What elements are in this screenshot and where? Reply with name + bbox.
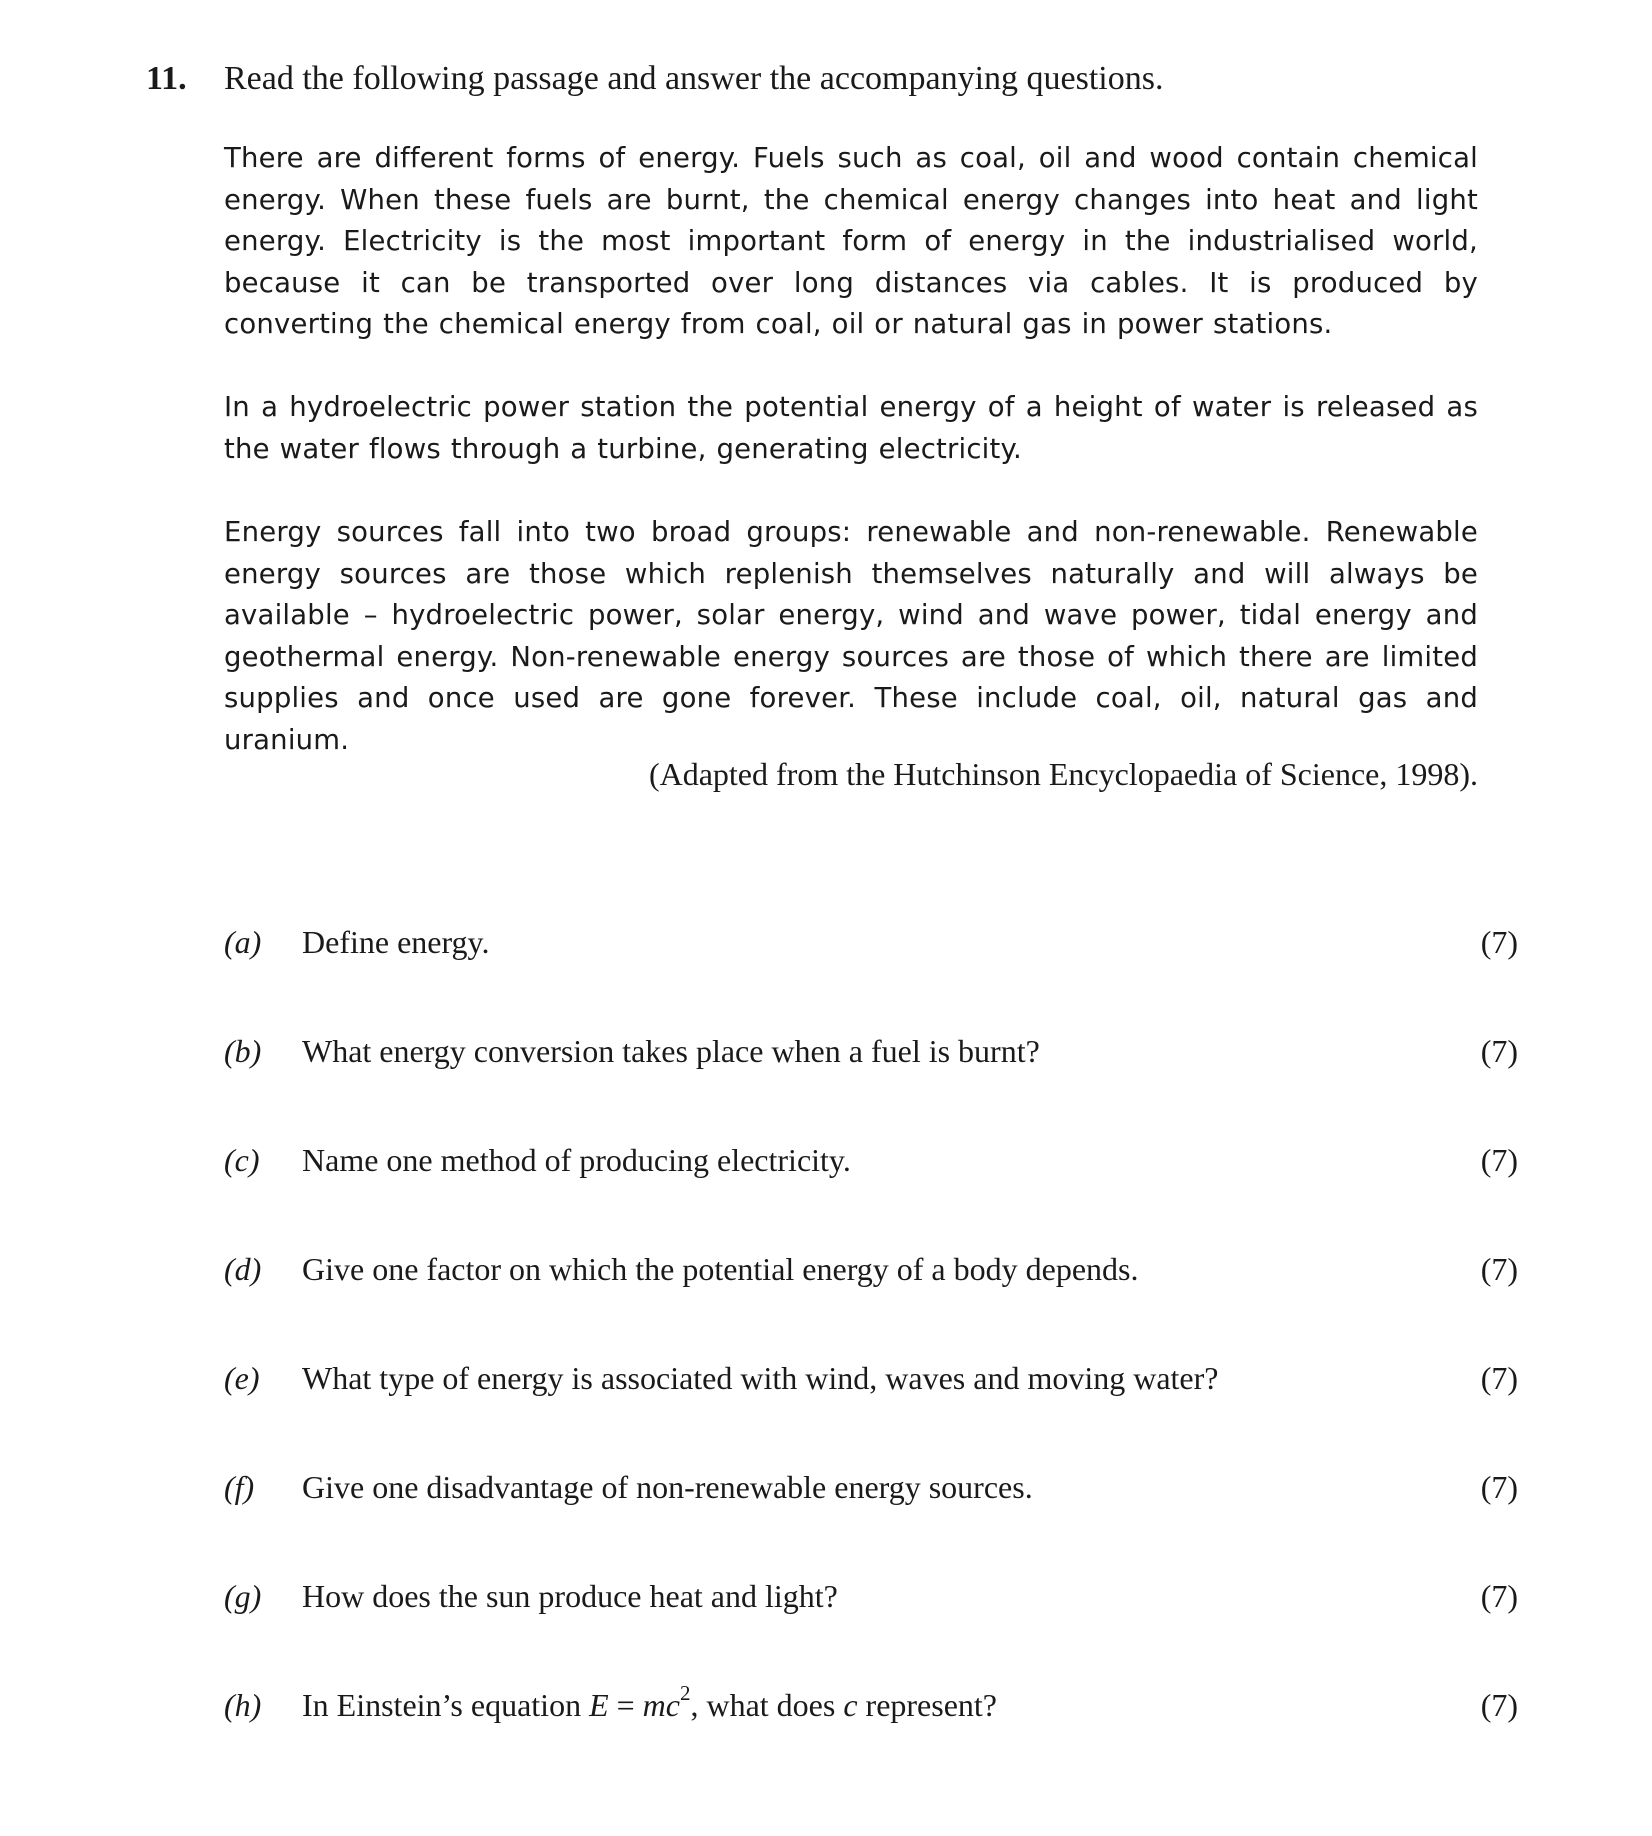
part-text: Define energy. (302, 924, 490, 960)
part-label: (g) (224, 1578, 262, 1614)
question-part-c (0, 1142, 1652, 1192)
part-text: What energy conversion takes place when a fuel is burnt? (302, 1033, 1040, 1069)
part-marks: (7) (1480, 1251, 1518, 1287)
question-part-h (0, 1681, 1652, 1737)
part-marks: (7) (1480, 1687, 1518, 1723)
equation-equals: = (608, 1687, 643, 1723)
equation-intro: In Einstein’s equation (302, 1687, 590, 1723)
part-text: Give one factor on which the potential energy of a body depends. (302, 1251, 1139, 1287)
equation-energy-symbol: E (589, 1687, 609, 1723)
part-marks: (7) (1480, 924, 1518, 960)
part-text: Name one method of producing electricity. (302, 1142, 851, 1178)
question-text-middle: , what does (690, 1687, 844, 1723)
question-part-d (0, 1251, 1652, 1301)
question-part-a (0, 924, 1652, 974)
passage-paragraph-1: There are different forms of energy. Fuels such as coal, oil and wood contain chemical energy. When these fuels are burnt, the chemical energy changes into heat and light energy. Electricity is the most important form of energy in the industrialised world, because it can be transported over long distances via cables. It is produced by converting the chemical energy from coal, oil or natural gas in power stations. (224, 142, 1478, 341)
question-part-b (0, 1033, 1652, 1083)
question-text-end: represent? (857, 1687, 997, 1723)
part-text: How does the sun produce heat and light? (302, 1578, 838, 1614)
question-part-e (0, 1360, 1652, 1410)
question-instruction: Read the following passage and answer the accompanying questions. (224, 60, 1164, 97)
part-marks: (7) (1480, 1033, 1518, 1069)
part-label: (h) (224, 1687, 262, 1723)
part-label: (e) (224, 1360, 260, 1396)
part-label: (f) (224, 1469, 255, 1505)
equation-light-speed-symbol: c (665, 1687, 680, 1723)
question-variable: c (843, 1687, 858, 1723)
part-text (302, 1681, 997, 1724)
part-marks: (7) (1480, 1469, 1518, 1505)
part-marks: (7) (1480, 1142, 1518, 1178)
question-number: 11. (146, 60, 187, 97)
passage-paragraph-3: Energy sources fall into two broad groups: renewable and non-renewable. Renewable energy sources are those which replenish themselves naturally and will always be available – hydroelectric power, solar energy, wind and wave power, tidal energy and geothermal energy. Non-renewable energy sources are those of which there are limited supplies and once used are gone forever. These include coal, oil, natural gas and uranium. (224, 516, 1478, 756)
part-marks: (7) (1480, 1360, 1518, 1396)
passage-source: (Adapted from the Hutchinson Encyclopaedia of Science, 1998). (648, 756, 1478, 792)
passage-paragraph-2: In a hydroelectric power station the potential energy of a height of water is released as the water flows through a turbine, generating electricity. (224, 391, 1478, 465)
part-label: (d) (224, 1251, 262, 1287)
equation-mass-symbol: m (642, 1687, 666, 1723)
part-marks: (7) (1480, 1578, 1518, 1614)
equation-exponent: 2 (679, 1681, 691, 1705)
part-label: (b) (224, 1033, 262, 1069)
part-text: What type of energy is associated with wind, waves and moving water? (302, 1360, 1219, 1396)
part-text: Give one disadvantage of non-renewable energy sources. (302, 1469, 1033, 1505)
part-label: (a) (224, 924, 262, 960)
question-part-g (0, 1578, 1652, 1628)
part-label: (c) (224, 1142, 260, 1178)
question-part-f (0, 1469, 1652, 1519)
